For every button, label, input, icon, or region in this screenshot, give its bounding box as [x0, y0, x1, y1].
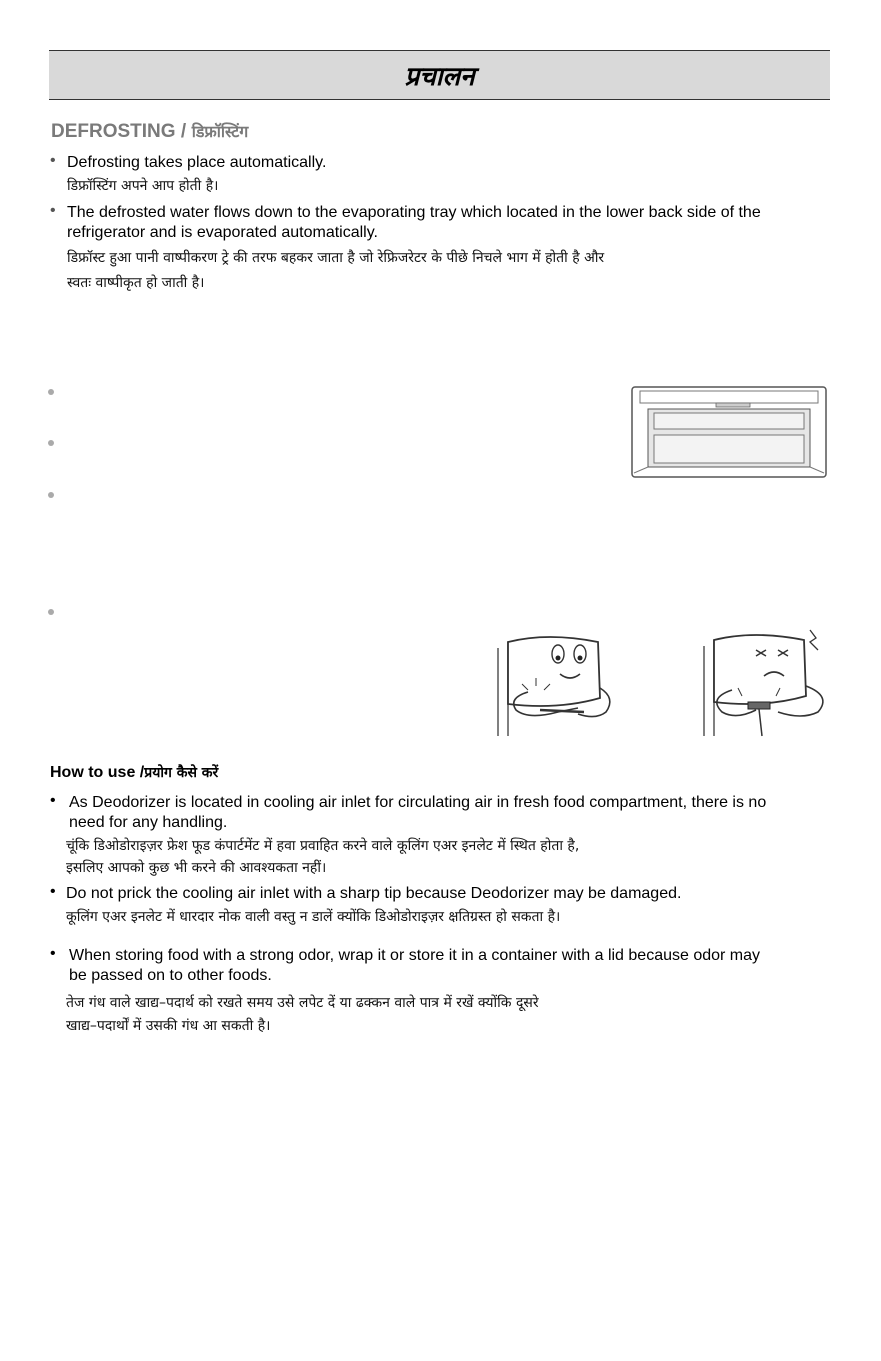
howto-b3-hi-1: तेज गंध वाले खाद्य–पदार्थ को रखते समय उसे लपेट दें या ढक्कन वाले पात्र में रखें क्योंकि दूसरे	[66, 995, 539, 1011]
page-title: प्रचालन	[404, 62, 475, 92]
defrost-b2-hi-2: स्वतः वाष्पीकृत हो जाती है।	[67, 275, 205, 291]
howto-b3-en-2: be passed on to other foods.	[69, 967, 272, 984]
happy-refrigerator-illustration	[488, 628, 618, 738]
howto-b1-en-2: need for any handling.	[69, 814, 228, 831]
empty-bullet-dot	[48, 609, 54, 615]
bullet: •	[50, 883, 56, 900]
howto-b3-hi-2: खाद्य–पदार्थों में उसकी गंध आ सकती है।	[66, 1018, 271, 1034]
empty-bullet-dot	[48, 389, 54, 395]
how-to-use-heading-en: How to use /	[50, 764, 145, 781]
defrost-b1-en: Defrosting takes place automatically.	[67, 154, 327, 171]
bullet: •	[50, 202, 56, 219]
defrost-b1-hi: डिफ्रॉस्टिंग अपने आप होती है।	[67, 178, 219, 194]
howto-b1-en-1: As Deodorizer is located in cooling air inlet for circulating air in fresh food compartment, there is no	[69, 794, 767, 811]
defrost-b2-en-2: refrigerator and is evaporated automatically.	[67, 224, 378, 241]
howto-b1-hi-2: इसलिए आपको कुछ भी करने की आवश्यकता नहीं।	[66, 860, 327, 876]
bullet: •	[50, 945, 56, 962]
empty-bullet-dot	[48, 492, 54, 498]
howto-b3-en-1: When storing food with a strong odor, wrap it or store it in a container with a lid because odor may	[69, 947, 761, 964]
defrosting-heading-hi: डिफ्रॉस्टिंग	[186, 122, 249, 141]
defrost-b2-hi-1: डिफ्रॉस्ट हुआ पानी वाष्पीकरण ट्रे की तरफ बहकर जाता है जो रेफ्रिजरेटर के पीछे निचले भाग में होती है और	[67, 250, 605, 266]
how-to-use-heading	[50, 763, 218, 782]
defrosting-heading-en: DEFROSTING /	[51, 121, 187, 142]
defrost-b2-en-1: The defrosted water flows down to the evaporating tray which located in the lower back side of the	[67, 204, 761, 221]
howto-b2-en: Do not prick the cooling air inlet with a sharp tip because Deodorizer may be damaged.	[66, 885, 682, 902]
crisper-drawer-illustration	[630, 385, 828, 481]
howto-b2-hi: कूलिंग एअर इनलेट में धारदार नोक वाली वस्तु न डालें क्योंकि डिओडोराइज़र क्षतिग्रस्त हो सकता है।	[66, 909, 561, 925]
bullet: •	[50, 152, 56, 169]
how-to-use-heading-hi: प्रयोग कैसे करें	[144, 765, 219, 781]
howto-b1-hi-1: चूंकि डिओडोराइज़र फ्रेश फूड कंपार्टमेंट में हवा प्रवाहित करने वाले कूलिंग एअर इनलेट में स्थित होता है,	[66, 838, 580, 854]
empty-bullet-dot	[48, 440, 54, 446]
upset-refrigerator-illustration	[692, 626, 837, 738]
bullet: •	[50, 792, 56, 809]
header-bar	[49, 50, 830, 100]
defrosting-heading	[51, 120, 248, 143]
